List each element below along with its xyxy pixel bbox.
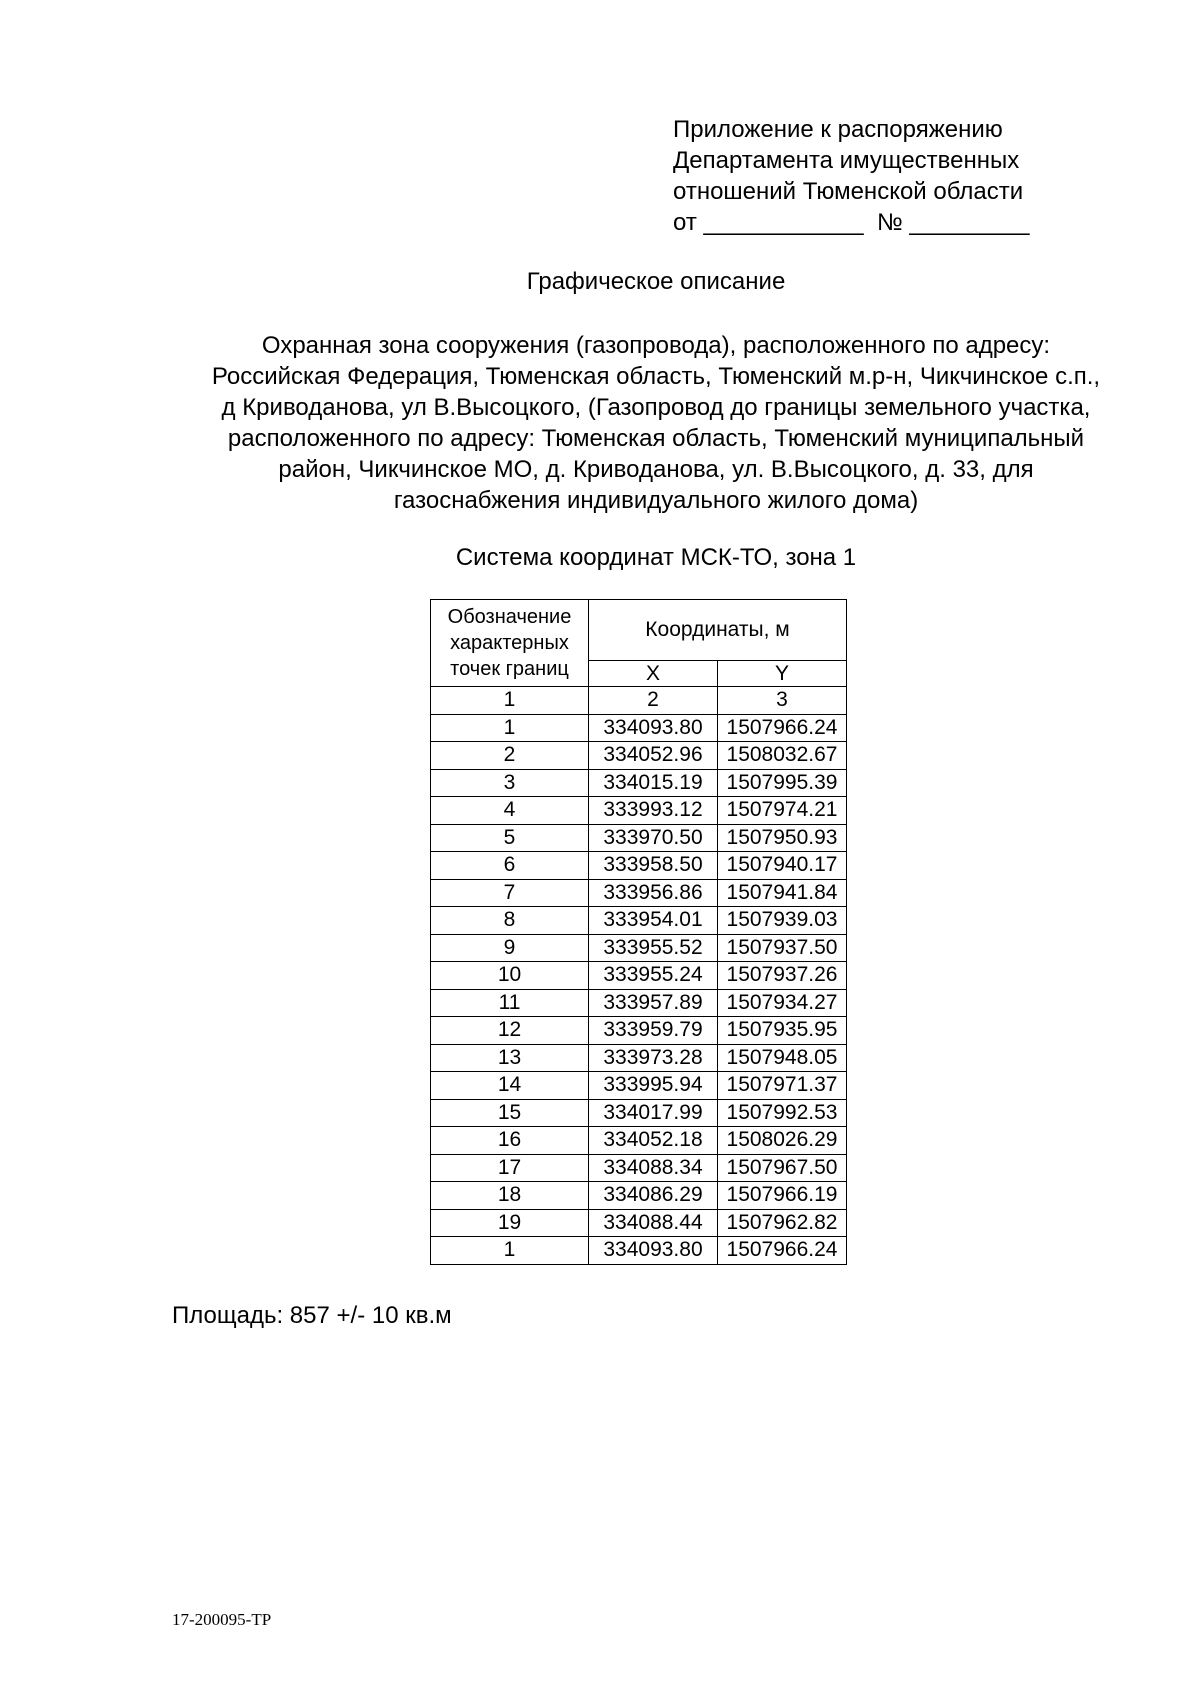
y-coordinate-cell: 1507995.39 (718, 769, 847, 797)
point-number-cell: 2 (431, 742, 589, 770)
x-coordinate-cell: 333956.86 (589, 879, 718, 907)
x-coordinate-cell: 334088.34 (589, 1154, 718, 1182)
y-coordinate-cell: 1507966.19 (718, 1182, 847, 1210)
x-coordinate-cell: 334093.80 (589, 1237, 718, 1265)
y-coordinate-cell: 1507971.37 (718, 1072, 847, 1100)
coordinates-table (430, 599, 847, 1265)
x-coordinate-cell: 334086.29 (589, 1182, 718, 1210)
table-row (431, 989, 847, 1017)
header-x: X (589, 661, 718, 687)
table-row (431, 824, 847, 852)
y-coordinate-cell: 1507941.84 (718, 879, 847, 907)
y-coordinate-cell: 1507967.50 (718, 1154, 847, 1182)
point-number-cell: 4 (431, 797, 589, 825)
x-coordinate-cell: 333958.50 (589, 852, 718, 880)
point-number-cell: 13 (431, 1044, 589, 1072)
table-row (431, 742, 847, 770)
table-row (431, 1017, 847, 1045)
x-coordinate-cell: 333955.24 (589, 962, 718, 990)
x-coordinate-cell: 334015.19 (589, 769, 718, 797)
point-number-cell: 8 (431, 907, 589, 935)
point-number-cell: 5 (431, 824, 589, 852)
x-coordinate-cell: 334093.80 (589, 714, 718, 742)
point-number-cell: 19 (431, 1209, 589, 1237)
header-points: Обозначение характерных точек границ (431, 600, 589, 687)
point-number-cell: 6 (431, 852, 589, 880)
table-row (431, 1209, 847, 1237)
y-coordinate-cell: 1507948.05 (718, 1044, 847, 1072)
table-row (431, 879, 847, 907)
column-number: 2 (589, 687, 718, 715)
description-line: Российская Федерация, Тюменская область, Тюменский м.р-н, Чикчинское с.п., (211, 363, 1101, 390)
y-coordinate-cell: 1507992.53 (718, 1099, 847, 1127)
point-number-cell: 10 (431, 962, 589, 990)
y-coordinate-cell: 1507974.21 (718, 797, 847, 825)
table-row (431, 934, 847, 962)
y-coordinate-cell: 1508032.67 (718, 742, 847, 770)
appendix-line: Департамента имущественных (673, 147, 1020, 174)
description-line: Охранная зона сооружения (газопровода), расположенного по адресу: (261, 332, 1051, 359)
appendix-block (673, 114, 1030, 238)
x-coordinate-cell: 333959.79 (589, 1017, 718, 1045)
zone-description (0, 330, 1200, 516)
table-row (431, 1044, 847, 1072)
y-coordinate-cell: 1507935.95 (718, 1017, 847, 1045)
x-coordinate-cell: 334017.99 (589, 1099, 718, 1127)
appendix-line: Приложение к распоряжению (673, 116, 1003, 143)
table-row (431, 1099, 847, 1127)
y-coordinate-cell: 1507937.26 (718, 962, 847, 990)
table-row (431, 769, 847, 797)
y-coordinate-cell: 1507950.93 (718, 824, 847, 852)
description-line: район, Чикчинское МО, д. Криводанова, ул. В.Высоцкого, д. 33, для (278, 456, 1034, 483)
table-row (431, 1072, 847, 1100)
y-coordinate-cell: 1507934.27 (718, 989, 847, 1017)
table-row (431, 852, 847, 880)
point-number-cell: 15 (431, 1099, 589, 1127)
description-line: газоснабжения индивидуального жилого дома) (393, 487, 919, 514)
table-row (431, 1127, 847, 1155)
table-row (431, 797, 847, 825)
point-number-cell: 1 (431, 1237, 589, 1265)
description-line: расположенного по адресу: Тюменская область, Тюменский муниципальный (227, 425, 1085, 452)
description-line: д Криводанова, ул В.Высоцкого, (Газопровод до границы земельного участка, (221, 394, 1091, 421)
y-coordinate-cell: 1508026.29 (718, 1127, 847, 1155)
point-number-cell: 12 (431, 1017, 589, 1045)
table-row (431, 1154, 847, 1182)
table-body (431, 714, 847, 1264)
point-number-cell: 7 (431, 879, 589, 907)
area-value: Площадь: 857 +/- 10 кв.м (172, 1302, 452, 1329)
y-coordinate-cell: 1507966.24 (718, 714, 847, 742)
x-coordinate-cell: 333995.94 (589, 1072, 718, 1100)
x-coordinate-cell: 334088.44 (589, 1209, 718, 1237)
y-coordinate-cell: 1507937.50 (718, 934, 847, 962)
table-row (431, 962, 847, 990)
point-number-cell: 17 (431, 1154, 589, 1182)
x-coordinate-cell: 333957.89 (589, 989, 718, 1017)
point-number-cell: 3 (431, 769, 589, 797)
y-coordinate-cell: 1507940.17 (718, 852, 847, 880)
x-coordinate-cell: 333970.50 (589, 824, 718, 852)
coordinate-system-label: Система координат МСК-ТО, зона 1 (455, 544, 857, 571)
point-number-cell: 18 (431, 1182, 589, 1210)
document-title: Графическое описание (526, 268, 786, 295)
table-row (431, 907, 847, 935)
y-coordinate-cell: 1507939.03 (718, 907, 847, 935)
table-row (431, 714, 847, 742)
point-number-cell: 14 (431, 1072, 589, 1100)
appendix-date-number-line: от ____________ № _________ (673, 209, 1030, 236)
column-number: 1 (431, 687, 589, 715)
x-coordinate-cell: 334052.18 (589, 1127, 718, 1155)
x-coordinate-cell: 333955.52 (589, 934, 718, 962)
x-coordinate-cell: 334052.96 (589, 742, 718, 770)
x-coordinate-cell: 333973.28 (589, 1044, 718, 1072)
document-code: 17-200095-ТР (172, 1610, 272, 1629)
y-coordinate-cell: 1507966.24 (718, 1237, 847, 1265)
point-number-cell: 11 (431, 989, 589, 1017)
table-row (431, 1237, 847, 1265)
header-coordinates: Координаты, м (589, 600, 847, 661)
appendix-line: отношений Тюменской области (673, 178, 1024, 205)
x-coordinate-cell: 333954.01 (589, 907, 718, 935)
table-row (431, 1182, 847, 1210)
x-coordinate-cell: 333993.12 (589, 797, 718, 825)
y-coordinate-cell: 1507962.82 (718, 1209, 847, 1237)
header-y: Y (718, 661, 847, 687)
point-number-cell: 9 (431, 934, 589, 962)
point-number-cell: 16 (431, 1127, 589, 1155)
point-number-cell: 1 (431, 714, 589, 742)
column-number: 3 (718, 687, 847, 715)
